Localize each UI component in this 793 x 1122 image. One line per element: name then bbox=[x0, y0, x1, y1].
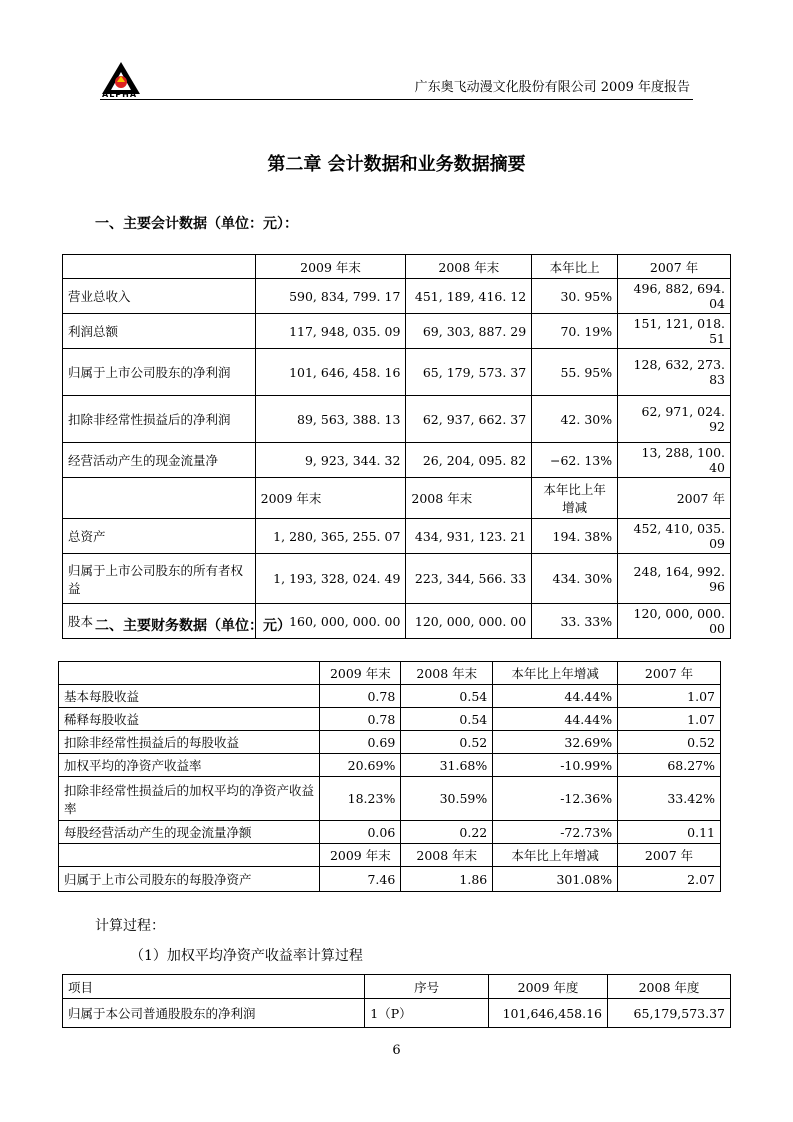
chapter-title: 第二章 会计数据和业务数据摘要 bbox=[267, 154, 526, 175]
table-header-row bbox=[63, 255, 731, 279]
table-header-row bbox=[59, 844, 721, 867]
value-cell: 70. 19% bbox=[532, 314, 618, 349]
value-cell: 0.22 bbox=[401, 821, 493, 844]
table-row bbox=[59, 731, 721, 754]
value-cell: 101,646,458.16 bbox=[489, 999, 608, 1028]
value-cell: 33. 33% bbox=[532, 604, 618, 639]
column-header-cell: 2008 年末 bbox=[401, 844, 493, 867]
table-header-row bbox=[59, 662, 721, 685]
value-cell: 151, 121, 018. 51 bbox=[618, 314, 731, 349]
row-label-cell: 加权平均的净资产收益率 bbox=[59, 754, 320, 777]
value-cell: 65,179,573.37 bbox=[608, 999, 731, 1028]
value-cell: −62. 13% bbox=[532, 443, 618, 478]
value-cell: 55. 95% bbox=[532, 349, 618, 396]
value-cell: 223, 344, 566. 33 bbox=[406, 554, 532, 604]
table-row bbox=[59, 777, 721, 821]
value-cell: 0.78 bbox=[320, 685, 401, 708]
row-label-cell: 归属于上市公司股东的净利润 bbox=[63, 349, 256, 396]
row-label-cell: 扣除非经常性损益后的净利润 bbox=[63, 396, 256, 443]
value-cell: 301.08% bbox=[493, 867, 618, 892]
column-header-cell: 2008 年度 bbox=[608, 975, 731, 999]
value-cell: 1.07 bbox=[618, 685, 721, 708]
column-header-cell: 2009 年末 bbox=[320, 662, 401, 685]
table-row bbox=[59, 708, 721, 731]
row-label-cell bbox=[59, 844, 320, 867]
table-row bbox=[63, 349, 731, 396]
report-header-title: 广东奥飞动漫文化股份有限公司 2009 年度报告 bbox=[414, 80, 690, 95]
row-label-cell: 经营活动产生的现金流量净 bbox=[63, 443, 256, 478]
value-cell: 0.54 bbox=[401, 685, 493, 708]
value-cell: 0.52 bbox=[618, 731, 721, 754]
value-cell: 0.06 bbox=[320, 821, 401, 844]
column-header-cell: 本年比上年增减 bbox=[493, 844, 618, 867]
value-cell: 33.42% bbox=[618, 777, 721, 821]
value-cell: -12.36% bbox=[493, 777, 618, 821]
header-divider bbox=[100, 99, 693, 100]
table-row bbox=[63, 279, 731, 314]
value-cell: 434, 931, 123. 21 bbox=[406, 519, 532, 554]
value-cell: 18.23% bbox=[320, 777, 401, 821]
column-header-cell: 2007 年 bbox=[618, 844, 721, 867]
value-cell: 20.69% bbox=[320, 754, 401, 777]
table-header-row bbox=[63, 478, 731, 519]
value-cell: 194. 38% bbox=[532, 519, 618, 554]
value-cell: 42. 30% bbox=[532, 396, 618, 443]
value-cell: 1.07 bbox=[618, 708, 721, 731]
row-label-cell: 稀释每股收益 bbox=[59, 708, 320, 731]
value-cell: 26, 204, 095. 82 bbox=[406, 443, 532, 478]
value-cell: 44.44% bbox=[493, 708, 618, 731]
row-label-cell: 归属于上市公司股东的每股净资产 bbox=[59, 867, 320, 892]
row-label-cell: 营业总收入 bbox=[63, 279, 256, 314]
value-cell: 31.68% bbox=[401, 754, 493, 777]
row-label-cell: 每股经营活动产生的现金流量净额 bbox=[59, 821, 320, 844]
value-cell: 30. 95% bbox=[532, 279, 618, 314]
column-header-cell: 2008 年末 bbox=[401, 662, 493, 685]
page-number: 6 bbox=[392, 1043, 401, 1058]
table-row bbox=[63, 554, 731, 604]
row-label-cell: 扣除非经常性损益后的加权平均的净资产收益率 bbox=[59, 777, 320, 821]
logo-text: ALPHA bbox=[102, 90, 138, 99]
table-row bbox=[63, 443, 731, 478]
value-cell: 117, 948, 035. 09 bbox=[255, 314, 406, 349]
value-cell: 434. 30% bbox=[532, 554, 618, 604]
value-cell: 590, 834, 799. 17 bbox=[255, 279, 406, 314]
value-cell: 1, 193, 328, 024. 49 bbox=[255, 554, 406, 604]
column-header-cell: 2008 年末 bbox=[406, 478, 532, 519]
value-cell: 0.78 bbox=[320, 708, 401, 731]
row-label-cell: 归属于本公司普通股股东的净利润 bbox=[63, 999, 365, 1028]
value-cell: 62, 937, 662. 37 bbox=[406, 396, 532, 443]
value-cell: -10.99% bbox=[493, 754, 618, 777]
value-cell: 0.54 bbox=[401, 708, 493, 731]
financial-data-table bbox=[58, 661, 721, 892]
row-label-cell: 基本每股收益 bbox=[59, 685, 320, 708]
value-cell: 44.44% bbox=[493, 685, 618, 708]
value-cell: 0.69 bbox=[320, 731, 401, 754]
calc-subtitle: （1）加权平均净资产收益率计算过程 bbox=[130, 948, 363, 964]
value-cell: 65, 179, 573. 37 bbox=[406, 349, 532, 396]
row-label-cell bbox=[59, 662, 320, 685]
column-header-cell: 2007 年 bbox=[618, 662, 721, 685]
value-cell: 69, 303, 887. 29 bbox=[406, 314, 532, 349]
value-cell: 248, 164, 992. 96 bbox=[618, 554, 731, 604]
row-label-cell: 扣除非经常性损益后的每股收益 bbox=[59, 731, 320, 754]
value-cell: 451, 189, 416. 12 bbox=[406, 279, 532, 314]
accounting-data-table bbox=[62, 254, 731, 639]
value-cell: -72.73% bbox=[493, 821, 618, 844]
column-header-cell: 本年比上 bbox=[532, 255, 618, 279]
calc-title: 计算过程： bbox=[95, 918, 165, 934]
value-cell: 89, 563, 388. 13 bbox=[255, 396, 406, 443]
column-header-cell: 2007 年 bbox=[618, 255, 731, 279]
table-row bbox=[63, 519, 731, 554]
row-label-cell: 股本 bbox=[63, 604, 256, 639]
table-row bbox=[63, 314, 731, 349]
column-header-cell: 2009 年末 bbox=[255, 478, 406, 519]
column-header-cell: 序号 bbox=[365, 975, 489, 999]
table-row bbox=[59, 685, 721, 708]
value-cell: 496, 882, 694. 04 bbox=[618, 279, 731, 314]
value-cell: 68.27% bbox=[618, 754, 721, 777]
value-cell: 128, 632, 273. 83 bbox=[618, 349, 731, 396]
value-cell: 452, 410, 035. 09 bbox=[618, 519, 731, 554]
row-label-cell: 归属于上市公司股东的所有者权益 bbox=[63, 554, 256, 604]
table-row bbox=[63, 999, 731, 1028]
column-header-cell: 2009 年度 bbox=[489, 975, 608, 999]
value-cell: 160, 000, 000. 00 bbox=[255, 604, 406, 639]
table-row bbox=[63, 396, 731, 443]
table-row bbox=[59, 821, 721, 844]
value-cell: 1（P） bbox=[365, 999, 489, 1028]
value-cell: 32.69% bbox=[493, 731, 618, 754]
section2-title: 二、主要财务数据（单位：元） bbox=[95, 618, 291, 634]
value-cell: 1, 280, 365, 255. 07 bbox=[255, 519, 406, 554]
value-cell: 0.52 bbox=[401, 731, 493, 754]
row-label-cell: 利润总额 bbox=[63, 314, 256, 349]
value-cell: 101, 646, 458. 16 bbox=[255, 349, 406, 396]
row-label-cell bbox=[63, 255, 256, 279]
column-header-cell: 2009 年末 bbox=[320, 844, 401, 867]
value-cell: 7.46 bbox=[320, 867, 401, 892]
value-cell: 0.11 bbox=[618, 821, 721, 844]
row-label-cell: 总资产 bbox=[63, 519, 256, 554]
value-cell: 120, 000, 000. 00 bbox=[406, 604, 532, 639]
column-header-cell: 2009 年末 bbox=[255, 255, 406, 279]
value-cell: 120, 000, 000. 00 bbox=[618, 604, 731, 639]
value-cell: 2.07 bbox=[618, 867, 721, 892]
calc-table bbox=[62, 974, 731, 1028]
row-label-cell: 项目 bbox=[63, 975, 365, 999]
section1-title: 一、主要会计数据（单位：元）： bbox=[95, 216, 298, 232]
column-header-cell: 2007 年 bbox=[618, 478, 731, 519]
column-header-cell: 本年比上年增减 bbox=[493, 662, 618, 685]
value-cell: 1.86 bbox=[401, 867, 493, 892]
value-cell: 30.59% bbox=[401, 777, 493, 821]
table-header-row bbox=[63, 975, 731, 999]
row-label-cell bbox=[63, 478, 256, 519]
value-cell: 13, 288, 100. 40 bbox=[618, 443, 731, 478]
value-cell: 62, 971, 024. 92 bbox=[618, 396, 731, 443]
table-row bbox=[59, 754, 721, 777]
value-cell: 9, 923, 344. 32 bbox=[255, 443, 406, 478]
column-header-cell: 本年比上年增减 bbox=[532, 478, 618, 519]
table-row bbox=[59, 867, 721, 892]
column-header-cell: 2008 年末 bbox=[406, 255, 532, 279]
